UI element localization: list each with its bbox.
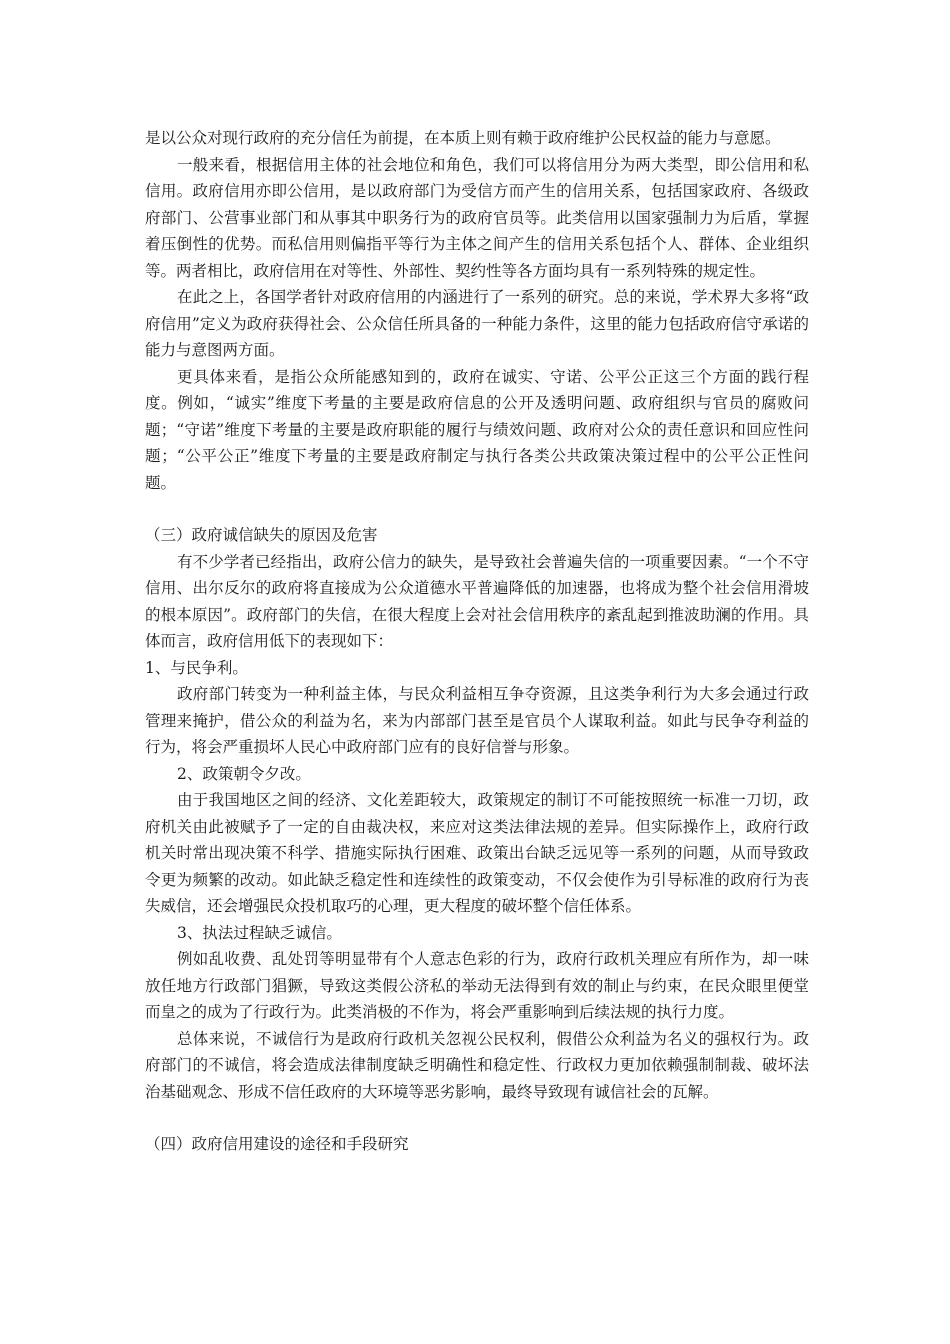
section-heading-4: （四）政府信用建设的途径和手段研究 bbox=[145, 1135, 409, 1153]
section-heading-3: （三）政府诚信缺失的原因及危害 bbox=[145, 526, 378, 544]
paragraph-summary: 总体来说，不诚信行为是政府行政机关忽视公民权利，假借公众利益为名义的强权行为。政府部门的不诚信，将会造成法律制度缺乏明确性和稳定性、行政权力更加依赖强制制裁、破坏法治基础观念、形成不信任政府的大环境等恶劣影响，最终导致现有诚信社会的瓦解。 bbox=[145, 1029, 809, 1101]
paragraph-credit-dimensions: 更具体来看，是指公众所能感知到的，政府在诚实、守诺、公平公正这三个方面的践行程度。例如，“诚实”维度下考量的主要是政府信息的公开及透明问题、政府组织与官员的腐败问题；“守诺”维度下考量的主要是政府职能的履行与绩效问题、政府对公众的责任意识和回应性问题；“公平公正”维度下考量的主要是政府制定与执行各类公共政策决策过程中的公平公正性问题。 bbox=[145, 367, 809, 492]
section-spacer bbox=[145, 1105, 809, 1131]
paragraph-credit-definition: 在此之上，各国学者针对政府信用的内涵进行了一系列的研究。总的来说，学术界大多将“政府信用”定义为政府获得社会、公众信任所具备的一种能力条件，这里的能力包括政府信守承诺的能力与意图两方面。 bbox=[145, 288, 809, 359]
list-item-2-label: 2、政策朝令夕改。 bbox=[177, 764, 311, 783]
paragraph-credit-loss-intro: 有不少学者已经指出，政府公信力的缺失，是导致社会普遍失信的一项重要因素。“一个不守信用、出尔反尔的政府将直接成为公众道德水平普遍降低的加速器，也将成为整个社会信用滑坡的根本原因”。政府部门的失信，在很大程度上会对社会信用秩序的紊乱起到推波助澜的作用。具体而言，政府信用低下的表现如下： bbox=[145, 552, 809, 650]
paragraph-item-1: 政府部门转变为一种利益主体，与民众利益相互争夺资源，且这类争利行为大多会通过行政管理来掩护，借公众的利益为名，来为内部部门甚至是官员个人谋取利益。如此与民争夺利益的行为，将会严重损坏人民心中政府部门应有的良好信誉与形象。 bbox=[145, 685, 809, 756]
list-item-1-label: 1、与民争利。 bbox=[145, 658, 248, 677]
document-page bbox=[145, 125, 809, 1158]
paragraph-item-3: 例如乱收费、乱处罚等明显带有个人意志色彩的行为，政府行政机关理应有所作为，却一味放任地方行政部门猖獗，导致这类假公济私的举动无法得到有效的制止与约束，在民众眼里便堂而皇之的成为了行政行为。此类消极的不作为，将会严重影响到后续法规的执行力度。 bbox=[145, 950, 809, 1021]
list-item-3-label: 3、执法过程缺乏诚信。 bbox=[177, 923, 342, 942]
paragraph-credit-types: 一般来看，根据信用主体的社会地位和角色，我们可以将信用分为两大类型，即公信用和私信用。政府信用亦即公信用，是以政府部门为受信方而产生的信用关系，包括国家政府、各级政府部门、公营事业部门和从事其中职务行为的政府官员等。此类信用以国家强制力为后盾，掌握着压倒性的优势。而私信用则偏指平等行为主体之间产生的信用关系包括个人、群体、企业组织等。两者相比，政府信用在对等性、外部性、契约性等各方面均具有一系列特殊的规定性。 bbox=[145, 155, 809, 280]
section-spacer bbox=[145, 496, 809, 522]
paragraph-item-2: 由于我国地区之间的经济、文化差距较大，政策规定的制订不可能按照统一标准一刀切，政府机关由此被赋予了一定的自由裁决权，来应对这类法律法规的差异。但实际操作上，政府行政机关时常出现决策不科学、措施实际执行困难、政策出台缺乏远见等一系列的问题，从而导致政令更为频繁的改动。如此缺乏稳定性和连续性的政策变动，不仅会使作为引导标准的政府行为丧失威信，还会增强民众投机取巧的心理，更大程度的破坏整个信任体系。 bbox=[145, 791, 809, 915]
paragraph-continuation: 是以公众对现行政府的充分信任为前提，在本质上则有赖于政府维护公民权益的能力与意愿。 bbox=[145, 129, 781, 147]
